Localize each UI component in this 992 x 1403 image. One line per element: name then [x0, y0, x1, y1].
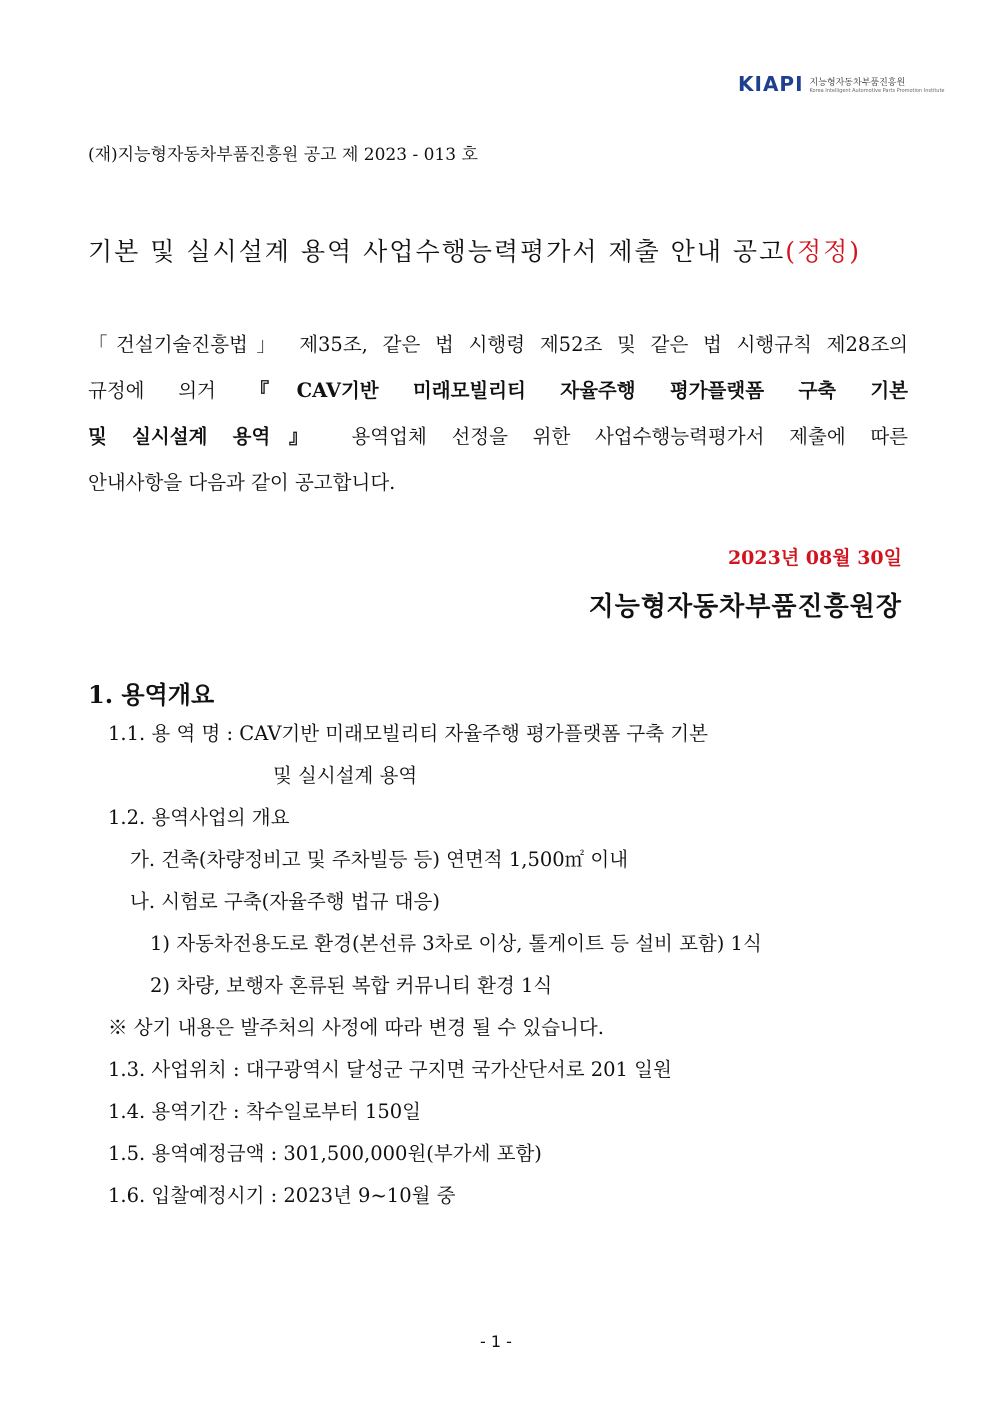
- kiapi-logo: [738, 72, 944, 96]
- notice-number: (재)지능형자동차부품진흥원 공고 제 2023 - 013 호: [88, 145, 478, 165]
- page-number: - 1 -: [480, 1332, 512, 1351]
- intro-line-2: [88, 368, 908, 414]
- note: ※ 상기 내용은 발주처의 사정에 따라 변경 될 수 있습니다.: [108, 1016, 604, 1039]
- list-item: 가. 건축(차량정비고 및 주차빌등 등) 연면적 1,500㎡ 이내: [130, 848, 629, 871]
- list-item: 1) 자동차전용도로 환경(본선류 3차로 이상, 톨게이트 등 설비 포함) 1식: [150, 932, 762, 955]
- overview-heading: 1.2. 용역사업의 개요: [108, 806, 290, 829]
- intro-line-2-prefix: 규정에 의거: [88, 379, 250, 402]
- intro-line-1: 「건설기술진흥법」 제35조, 같은 법 시행령 제52조 및 같은 법 시행규칙 제28조의: [88, 333, 908, 356]
- service-period: 1.4. 용역기간 : 착수일로부터 150일: [108, 1100, 422, 1123]
- title-main: 기본 및 실시설계 용역 사업수행능력평가서 제출 안내 공고: [88, 237, 786, 266]
- estimated-amount: 1.5. 용역예정금액 : 301,500,000원(부가세 포함): [108, 1142, 542, 1165]
- bid-timing: 1.6. 입찰예정시기 : 2023년 9~10월 중: [108, 1184, 456, 1207]
- logo-mark: KIAPI: [738, 72, 804, 96]
- list-item: 2) 차량, 보행자 혼류된 복합 커뮤니티 환경 1식: [150, 974, 553, 997]
- project-name-bold-end: 및 실시설계 용역』: [88, 425, 327, 448]
- section-heading: 1. 용역개요: [88, 680, 215, 709]
- intro-paragraph: [88, 322, 908, 506]
- service-name: 1.1. 용 역 명 : CAV기반 미래모빌리티 자율주행 평가플랫폼 구축 기본: [108, 722, 708, 745]
- logo-name-en: Korea Intelligent Automotive Parts Promotion Institute: [809, 87, 945, 94]
- logo-text: [810, 75, 945, 94]
- logo-name-kr: 지능형자동차부품진흥원: [809, 77, 906, 88]
- service-name-cont: 및 실시설계 용역: [273, 764, 418, 787]
- list-item: 나. 시험로 구축(자율주행 법규 대응): [130, 890, 440, 913]
- intro-line-3: [88, 414, 908, 460]
- title-correction: (정정): [785, 237, 862, 266]
- page-title: [88, 232, 861, 268]
- intro-line-3-rest: 용역업체 선정을 위한 사업수행능력평가서 제출에 따른: [326, 425, 908, 448]
- project-location: 1.3. 사업위치 : 대구광역시 달성군 구지면 국가산단서로 201 일원: [108, 1058, 672, 1081]
- project-name-bold: 『CAV기반 미래모빌리티 자율주행 평가플랫폼 구축 기본: [249, 379, 908, 402]
- intro-line-4: 안내사항을 다음과 같이 공고합니다.: [88, 471, 396, 494]
- announcement-date: 2023년 08월 30일: [727, 547, 902, 569]
- issuer-name: 지능형자동차부품진흥원장: [588, 592, 902, 622]
